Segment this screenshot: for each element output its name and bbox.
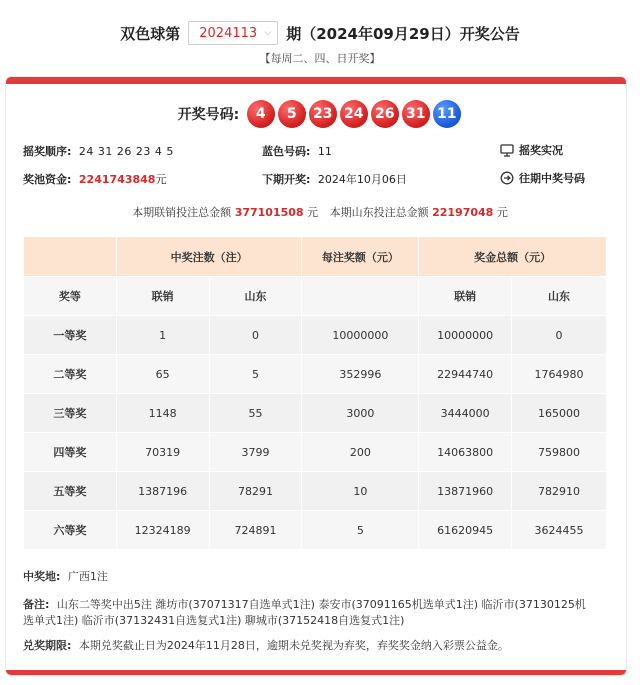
red-ball: 23 xyxy=(309,100,337,128)
sd-count: 55 xyxy=(209,394,302,433)
red-ball: 4 xyxy=(247,100,275,128)
table-row xyxy=(24,355,607,394)
per-bet-amount: 352996 xyxy=(302,355,419,394)
union-count: 65 xyxy=(116,355,209,394)
card-bottom-accent xyxy=(6,670,626,675)
prize-level: 二等奖 xyxy=(24,355,117,394)
union-total: 13871960 xyxy=(419,472,512,511)
prize-table xyxy=(23,236,607,550)
red-ball: 26 xyxy=(371,100,399,128)
jackpot-pool-unit: 元 xyxy=(155,173,167,186)
level-header: 奖等 xyxy=(24,277,117,316)
table-row xyxy=(24,394,607,433)
sd-count: 724891 xyxy=(209,511,302,550)
union-total: 10000000 xyxy=(419,316,512,355)
prize-level: 一等奖 xyxy=(24,316,117,355)
union-sales-unit: 元 xyxy=(307,206,319,219)
winning-numbers-label: 开奖号码: xyxy=(177,107,240,123)
blue-number xyxy=(262,143,332,159)
draw-order-label: 摇奖顺序: xyxy=(23,145,72,158)
prize-level: 三等奖 xyxy=(24,394,117,433)
union-count: 1387196 xyxy=(116,472,209,511)
issue-value: 2024113 xyxy=(199,25,258,41)
win-location-label: 中奖地: xyxy=(23,570,61,583)
prize-table-group-header xyxy=(24,237,607,277)
sd-total: 782910 xyxy=(512,472,607,511)
page-title xyxy=(0,20,640,46)
remarks-line-1: 山东二等奖中出5注 潍坊市(37071317自选单式1注) 泰安市(37091165机选单式1注) 临沂市(37130125机 xyxy=(56,598,586,611)
live-draw-label: 摇奖实况 xyxy=(519,144,563,157)
prize-level: 五等奖 xyxy=(24,472,117,511)
issue-select[interactable] xyxy=(188,21,278,45)
union-sales-label: 本期联销投注总金额 xyxy=(132,206,232,219)
title-prefix: 双色球第 xyxy=(120,24,181,43)
union-total: 14063800 xyxy=(419,433,512,472)
draw-order xyxy=(23,143,174,159)
chevron-down-icon: ⌵ xyxy=(264,28,272,38)
sd-count: 0 xyxy=(209,316,302,355)
per-bet-amount: 200 xyxy=(302,433,419,472)
sd-sales-label: 本期山东投注总金额 xyxy=(329,206,429,219)
red-ball: 5 xyxy=(278,100,306,128)
title-suffix: 期（2024年09月29日）开奖公告 xyxy=(286,24,520,43)
blue-number-value: 11 xyxy=(317,145,332,158)
blank-header-cell xyxy=(24,237,117,277)
union-sales-value: 377101508 xyxy=(234,206,304,219)
jackpot-pool-value: 2241743848 xyxy=(78,173,156,186)
page-header xyxy=(0,0,640,72)
sd-total: 759800 xyxy=(512,433,607,472)
blue-ball: 11 xyxy=(433,100,461,128)
prize-level: 六等奖 xyxy=(24,511,117,550)
sd-count: 3799 xyxy=(209,433,302,472)
per-bet-amount: 5 xyxy=(302,511,419,550)
prize-table-subheader xyxy=(24,277,607,316)
sd-count: 5 xyxy=(209,355,302,394)
history-numbers-label: 往期中奖号码 xyxy=(519,172,585,185)
win-location-value: 广西1注 xyxy=(67,570,108,583)
win-location xyxy=(23,569,108,585)
union-count: 12324189 xyxy=(116,511,209,550)
sd-total: 0 xyxy=(512,316,607,355)
union-total: 61620945 xyxy=(419,511,512,550)
sd-total: 3624455 xyxy=(512,511,607,550)
next-draw-value: 2024年10月06日 xyxy=(317,173,407,186)
winners-group-header: 中奖注数（注） xyxy=(116,237,302,277)
monitor-icon xyxy=(500,144,514,157)
red-ball: 24 xyxy=(340,100,368,128)
table-row xyxy=(24,316,607,355)
live-draw-link[interactable] xyxy=(500,142,563,158)
per-bet-amount: 10 xyxy=(302,472,419,511)
red-ball: 31 xyxy=(402,100,430,128)
sales-summary xyxy=(0,204,640,220)
blue-number-label: 蓝色号码: xyxy=(262,145,311,158)
prize-level: 四等奖 xyxy=(24,433,117,472)
union-count: 70319 xyxy=(116,433,209,472)
sd-count-header: 山东 xyxy=(209,277,302,316)
history-numbers-link[interactable] xyxy=(500,170,585,186)
draw-order-value: 24 31 26 23 4 5 xyxy=(78,145,174,158)
per-bet-amount: 3000 xyxy=(302,394,419,433)
sd-total: 165000 xyxy=(512,394,607,433)
winning-numbers xyxy=(0,100,640,128)
union-total-header: 联销 xyxy=(419,277,512,316)
draw-schedule: 【每周二、四、日开奖】 xyxy=(259,52,381,65)
union-total: 22944740 xyxy=(419,355,512,394)
union-total: 3444000 xyxy=(419,394,512,433)
next-draw-label: 下期开奖: xyxy=(262,173,311,186)
total-group-header: 奖金总额（元） xyxy=(419,237,607,277)
remarks xyxy=(23,597,613,629)
per-bet-header xyxy=(302,277,419,316)
remarks-line-2: 选单式1注) 临沂市(37132431自选复式1注) 聊城市(37152418自选复式1注) xyxy=(23,614,405,627)
remarks-label: 备注: xyxy=(23,598,50,611)
claim-deadline-value: 本期兑奖截止日为2024年11月28日，逾期未兑奖视为弃奖，弃奖奖金纳入彩票公益金。 xyxy=(78,639,509,652)
union-count: 1148 xyxy=(116,394,209,433)
sd-sales-unit: 元 xyxy=(496,206,508,219)
prize-table-body xyxy=(24,277,607,550)
table-row xyxy=(24,511,607,550)
per-bet-amount: 10000000 xyxy=(302,316,419,355)
union-count-header: 联销 xyxy=(116,277,209,316)
sd-total: 1764980 xyxy=(512,355,607,394)
sd-sales-value: 22197048 xyxy=(432,206,494,219)
next-draw xyxy=(262,171,407,187)
union-count: 1 xyxy=(116,316,209,355)
sd-count: 78291 xyxy=(209,472,302,511)
sd-total-header: 山东 xyxy=(512,277,607,316)
table-row xyxy=(24,433,607,472)
per-bet-group-header: 每注奖额（元） xyxy=(302,237,419,277)
claim-deadline-label: 兑奖期限: xyxy=(23,639,72,652)
jackpot-pool-label: 奖池资金: xyxy=(23,173,72,186)
card-top-accent xyxy=(6,77,626,84)
jackpot-pool xyxy=(23,171,166,187)
table-row xyxy=(24,472,607,511)
arrow-circle-icon xyxy=(500,171,514,185)
claim-deadline xyxy=(23,638,509,654)
